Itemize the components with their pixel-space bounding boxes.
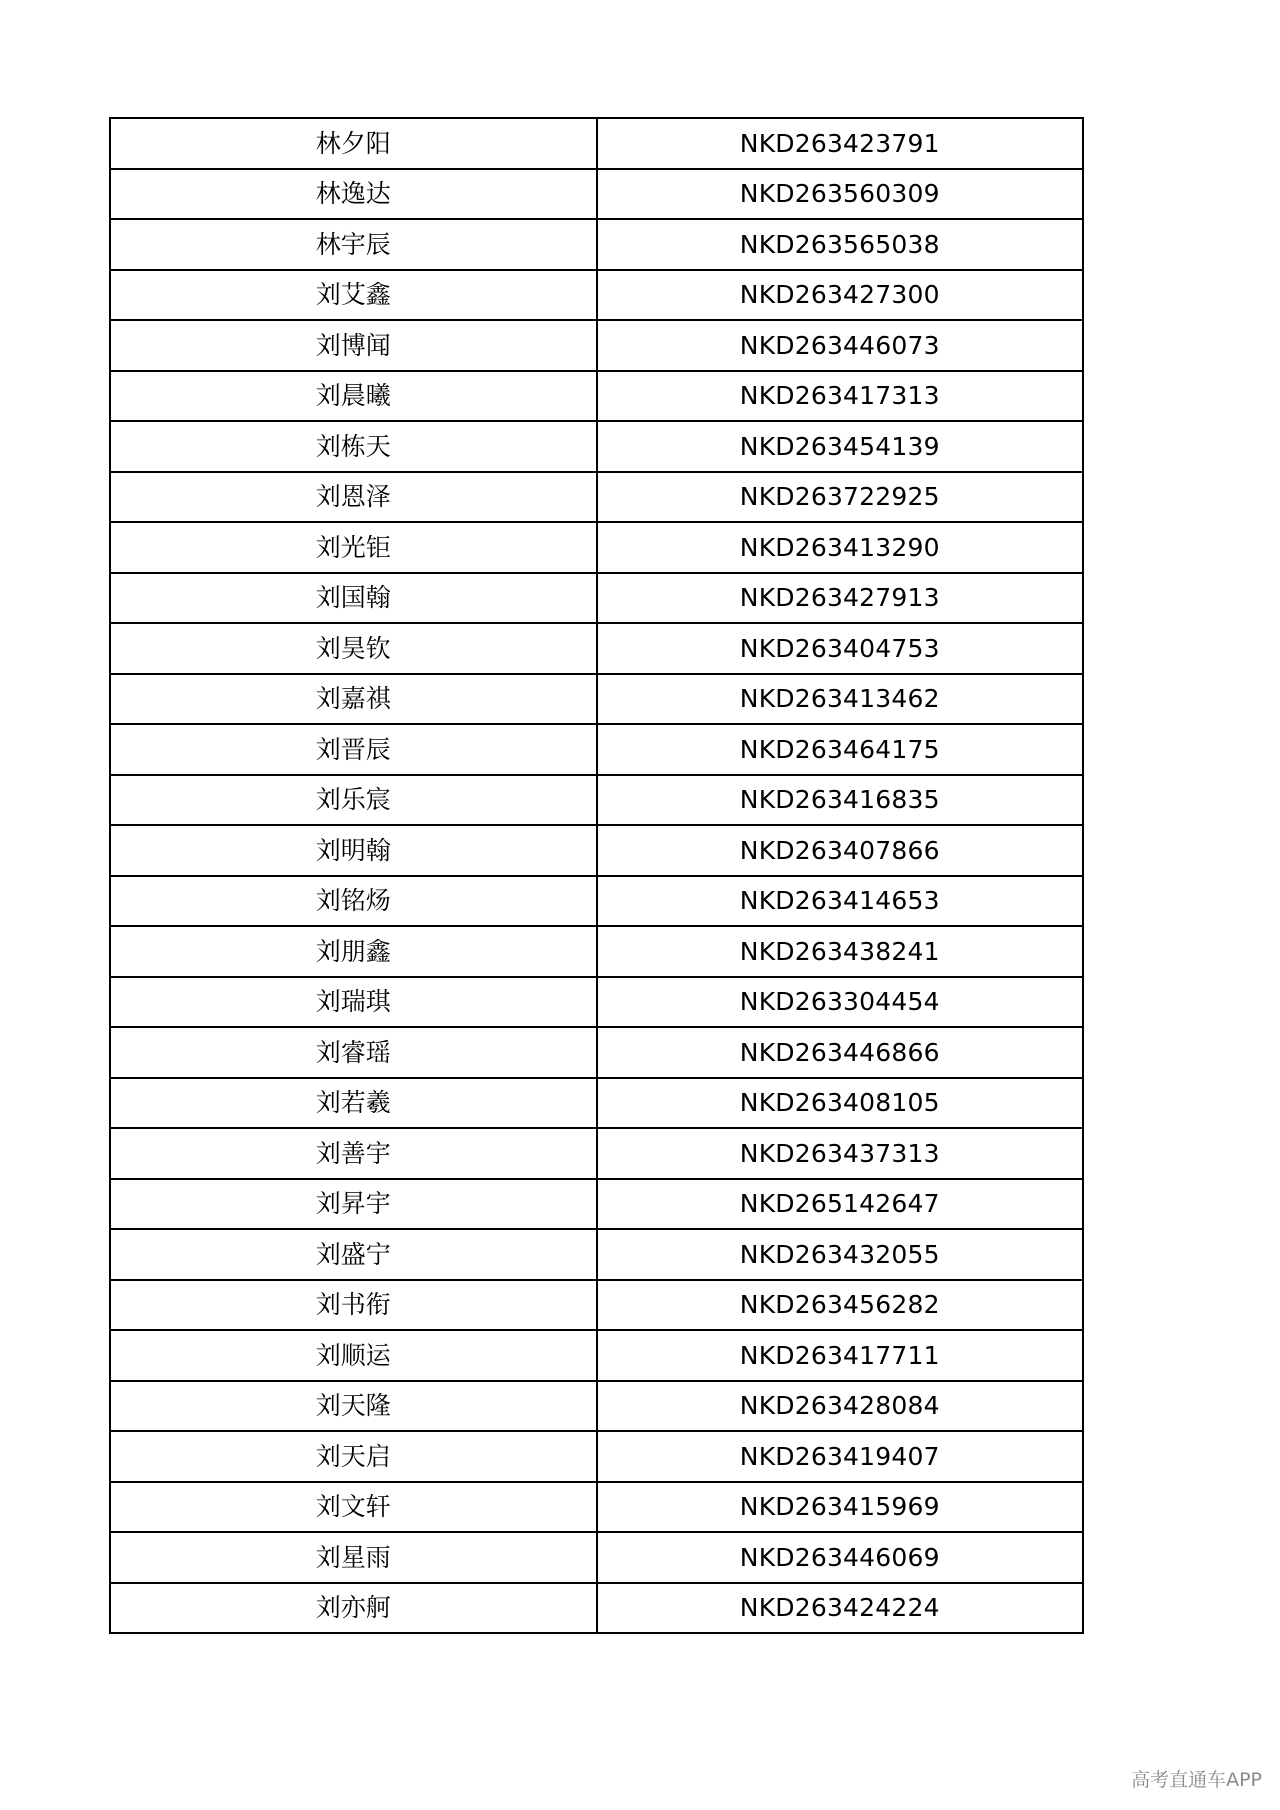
name-cell: 刘睿瑶 [110, 1027, 597, 1078]
name-cell: 刘昊钦 [110, 623, 597, 674]
id-cell: NKD263456282 [597, 1280, 1084, 1331]
table-row [110, 320, 1083, 371]
id-cell: NKD263446866 [597, 1027, 1084, 1078]
table-row [110, 118, 1083, 169]
name-cell: 刘若羲 [110, 1078, 597, 1129]
id-cell: NKD263565038 [597, 219, 1084, 270]
name-cell: 刘乐宸 [110, 775, 597, 826]
id-cell: NKD263304454 [597, 977, 1084, 1028]
name-cell: 刘光钜 [110, 522, 597, 573]
id-cell: NKD263427300 [597, 270, 1084, 321]
table-row [110, 977, 1083, 1028]
table-row [110, 1482, 1083, 1533]
id-cell: NKD263427913 [597, 573, 1084, 624]
id-cell: NKD263437313 [597, 1128, 1084, 1179]
table-row [110, 1229, 1083, 1280]
name-cell: 刘亦舸 [110, 1583, 597, 1634]
table-row [110, 674, 1083, 725]
name-cell: 刘博闻 [110, 320, 597, 371]
name-cell: 刘栋天 [110, 421, 597, 472]
id-cell: NKD263404753 [597, 623, 1084, 674]
id-cell: NKD263419407 [597, 1431, 1084, 1482]
name-cell: 刘昇宇 [110, 1179, 597, 1230]
table-row [110, 1128, 1083, 1179]
name-cell: 刘天隆 [110, 1381, 597, 1432]
id-cell: NKD263408105 [597, 1078, 1084, 1129]
name-cell: 刘国翰 [110, 573, 597, 624]
name-id-table [109, 117, 1084, 1634]
id-cell: NKD263432055 [597, 1229, 1084, 1280]
id-cell: NKD263446073 [597, 320, 1084, 371]
name-cell: 刘书衔 [110, 1280, 597, 1331]
table-row [110, 270, 1083, 321]
id-cell: NKD263464175 [597, 724, 1084, 775]
table-row [110, 1583, 1083, 1634]
name-cell: 刘文轩 [110, 1482, 597, 1533]
id-cell: NKD263446069 [597, 1532, 1084, 1583]
id-cell: NKD263722925 [597, 472, 1084, 523]
id-cell: NKD263414653 [597, 876, 1084, 927]
id-cell: NKD265142647 [597, 1179, 1084, 1230]
id-cell: NKD263415969 [597, 1482, 1084, 1533]
name-cell: 刘晋辰 [110, 724, 597, 775]
name-cell: 刘星雨 [110, 1532, 597, 1583]
id-cell: NKD263413290 [597, 522, 1084, 573]
table-row [110, 1078, 1083, 1129]
name-cell: 刘朋鑫 [110, 926, 597, 977]
table-row [110, 1381, 1083, 1432]
name-cell: 林夕阳 [110, 118, 597, 169]
id-cell: NKD263428084 [597, 1381, 1084, 1432]
name-cell: 刘瑞琪 [110, 977, 597, 1028]
table-row [110, 573, 1083, 624]
table-row [110, 1027, 1083, 1078]
name-cell: 刘天启 [110, 1431, 597, 1482]
table-row [110, 724, 1083, 775]
name-cell: 林逸达 [110, 169, 597, 220]
table-row [110, 1431, 1083, 1482]
name-cell: 刘恩泽 [110, 472, 597, 523]
name-cell: 刘艾鑫 [110, 270, 597, 321]
table-row [110, 825, 1083, 876]
watermark-text: 高考直通车APP [1131, 1769, 1262, 1791]
name-cell: 刘明翰 [110, 825, 597, 876]
id-cell: NKD263423791 [597, 118, 1084, 169]
name-cell: 林宇辰 [110, 219, 597, 270]
name-cell: 刘晨曦 [110, 371, 597, 422]
id-cell: NKD263454139 [597, 421, 1084, 472]
id-cell: NKD263438241 [597, 926, 1084, 977]
name-cell: 刘盛宁 [110, 1229, 597, 1280]
table-row [110, 1280, 1083, 1331]
table-row [110, 1330, 1083, 1381]
name-cell: 刘善宇 [110, 1128, 597, 1179]
name-cell: 刘铭炀 [110, 876, 597, 927]
id-cell: NKD263417711 [597, 1330, 1084, 1381]
id-cell: NKD263417313 [597, 371, 1084, 422]
table-row [110, 219, 1083, 270]
table-row [110, 876, 1083, 927]
name-cell: 刘顺运 [110, 1330, 597, 1381]
id-cell: NKD263560309 [597, 169, 1084, 220]
table-row [110, 775, 1083, 826]
table-row [110, 421, 1083, 472]
table-row [110, 371, 1083, 422]
table-body [110, 118, 1083, 1633]
id-cell: NKD263413462 [597, 674, 1084, 725]
table-row [110, 472, 1083, 523]
table-row [110, 623, 1083, 674]
table-row [110, 1532, 1083, 1583]
name-cell: 刘嘉祺 [110, 674, 597, 725]
table-row [110, 1179, 1083, 1230]
table-row [110, 169, 1083, 220]
table-row [110, 926, 1083, 977]
id-cell: NKD263416835 [597, 775, 1084, 826]
id-cell: NKD263424224 [597, 1583, 1084, 1634]
table-row [110, 522, 1083, 573]
id-cell: NKD263407866 [597, 825, 1084, 876]
